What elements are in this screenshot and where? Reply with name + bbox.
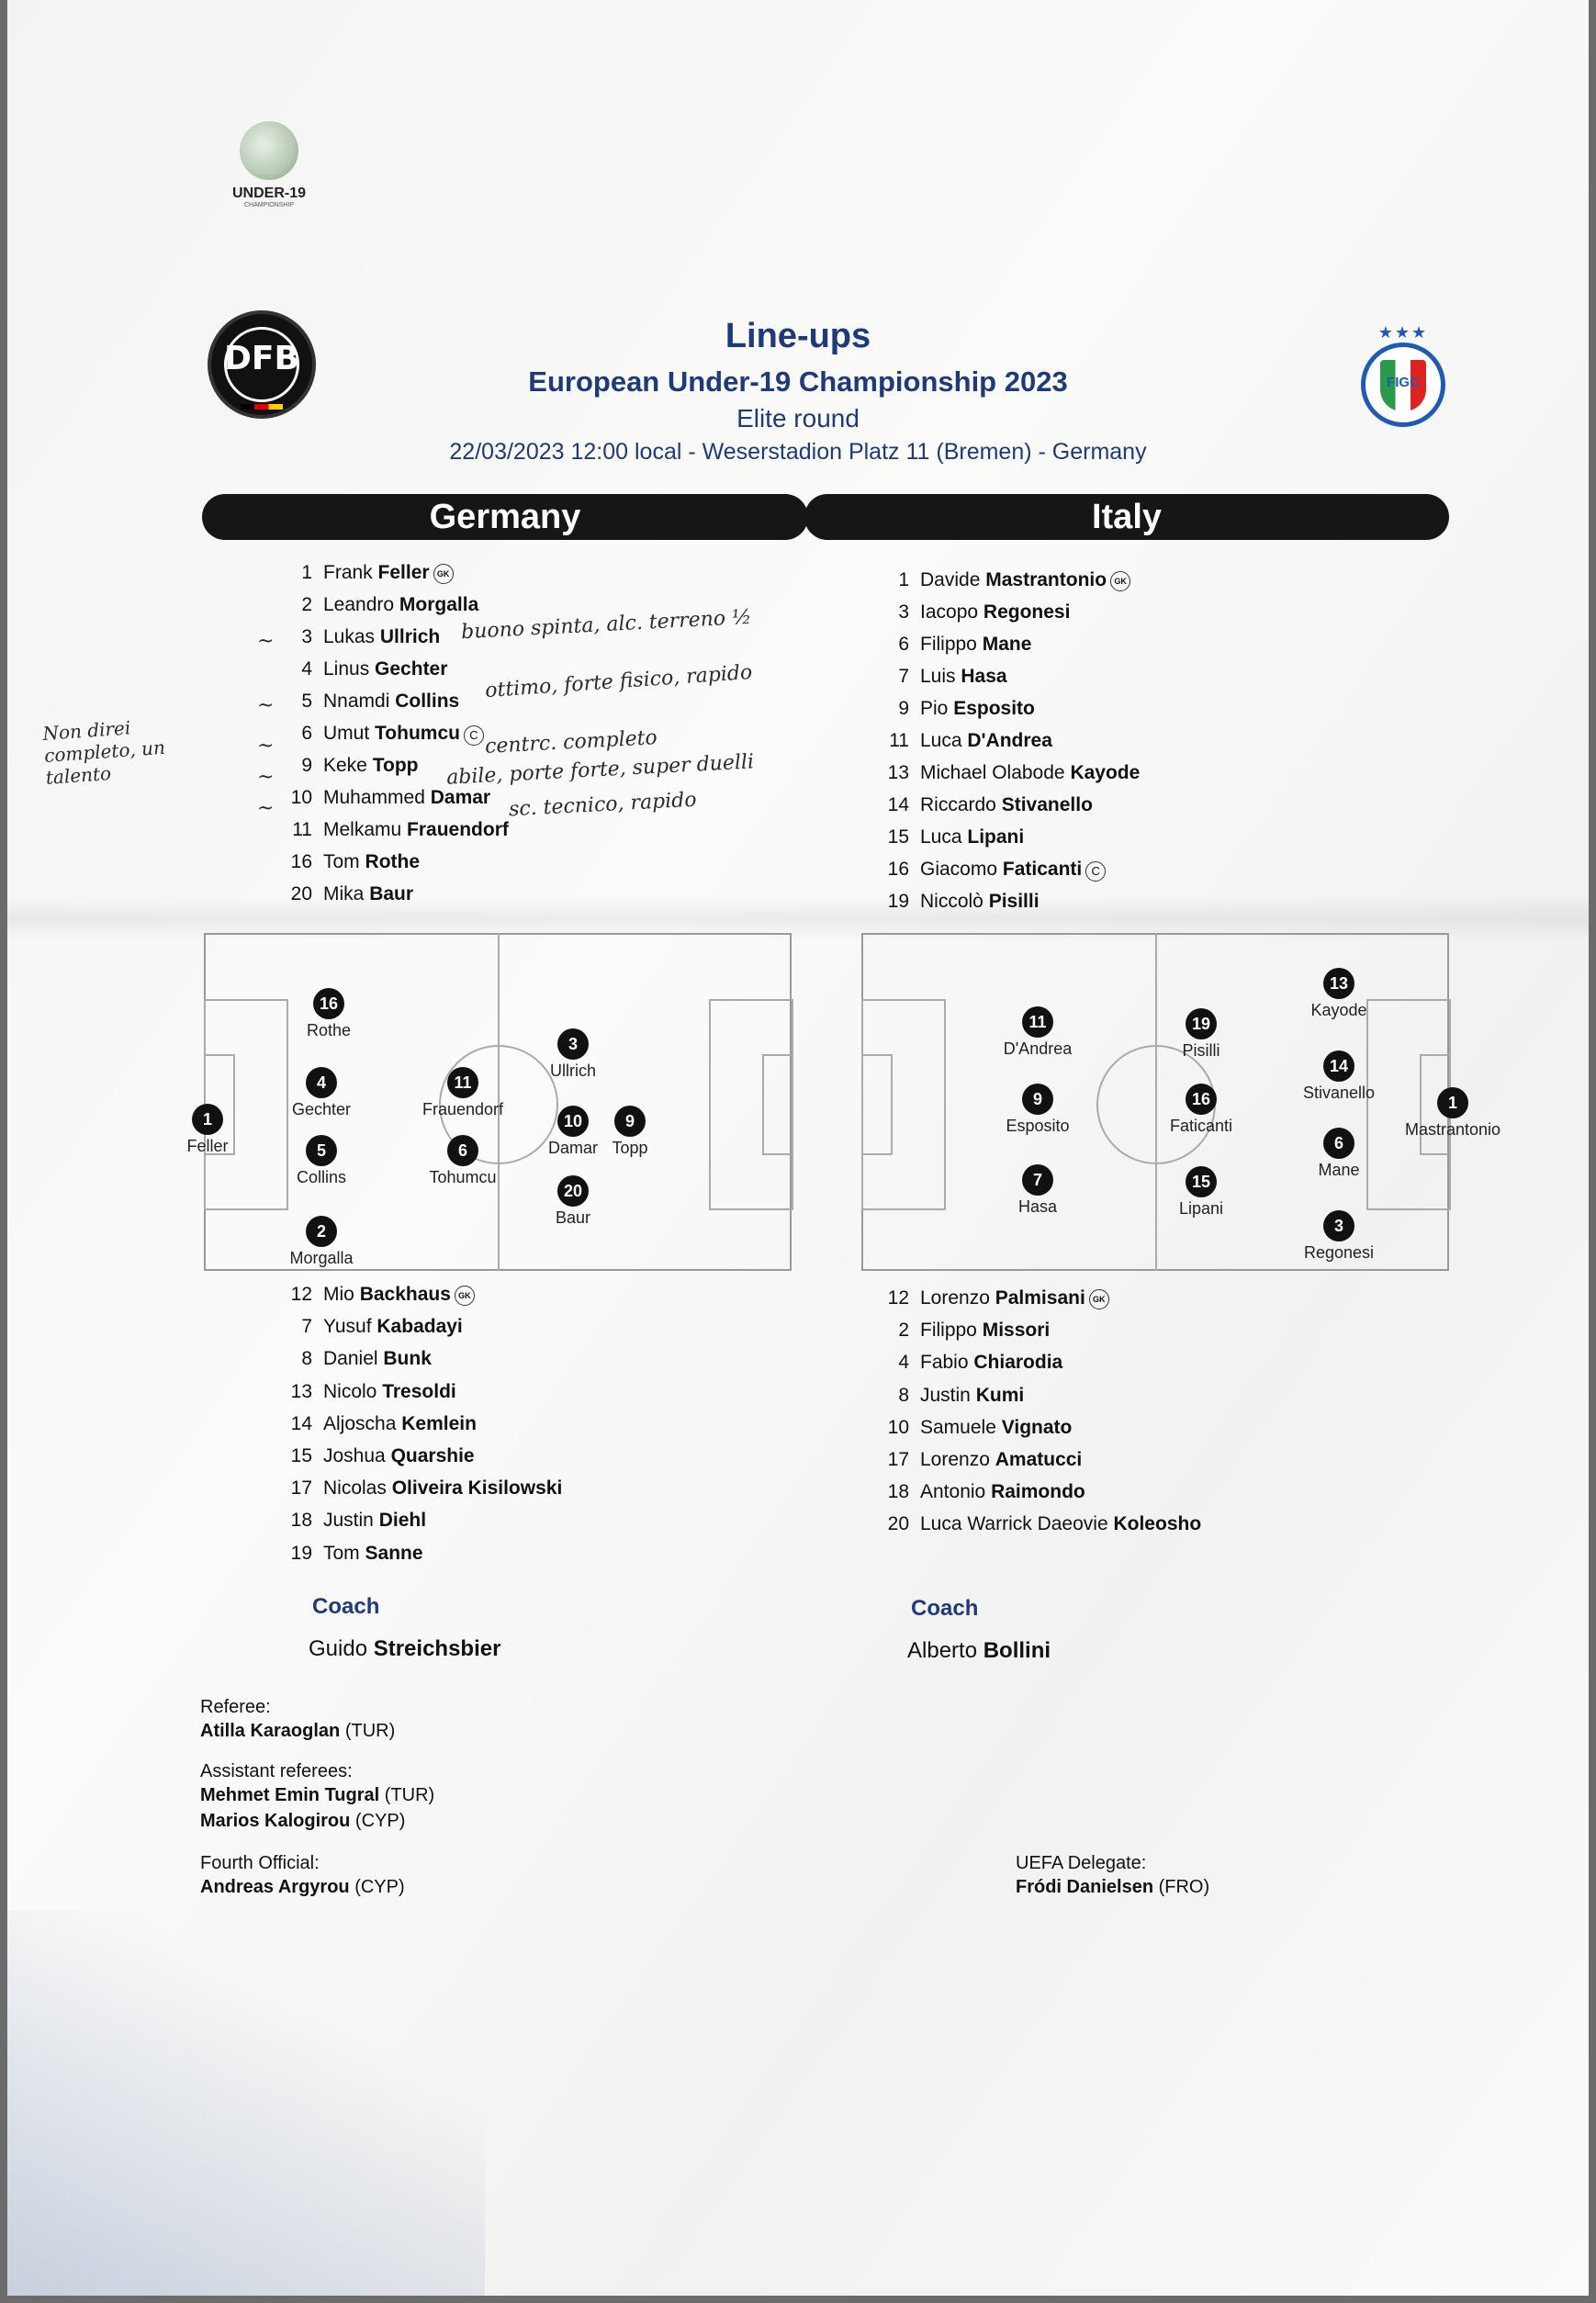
player-number-dot: 9: [1022, 1084, 1053, 1115]
player-number-dot: 10: [557, 1106, 589, 1137]
shirt-number: 1: [898, 569, 909, 590]
pitch-player-name: Pisilli: [1182, 1041, 1220, 1060]
player-last-name: Palmisani: [995, 1287, 1085, 1309]
pitch-player-name: Esposito: [1006, 1117, 1070, 1135]
pitch-player: [1137, 1166, 1265, 1219]
shirt-number: 17: [887, 1449, 909, 1470]
shirt-number: 14: [887, 794, 909, 815]
player-last-name: Kayode: [1070, 762, 1141, 783]
player-last-name: Morgalla: [399, 594, 479, 615]
player-first-name: Luca Warrick Daeovie: [920, 1513, 1108, 1535]
shirt-number: 11: [889, 730, 909, 751]
player-name: [920, 1385, 1024, 1407]
lineup-sheet: [7, 0, 1589, 2296]
pitch-player: [264, 988, 393, 1040]
player-name: [323, 755, 418, 777]
pitch-player-name: Damar: [547, 1139, 598, 1157]
player-last-name: Kumi: [975, 1384, 1025, 1406]
player-first-name: Tom: [323, 1542, 360, 1564]
shirt-number: 7: [301, 1316, 312, 1338]
player-first-name: Lorenzo: [920, 1449, 990, 1470]
fourth-official-name: [200, 1877, 405, 1898]
player-first-name: Muhammed: [323, 787, 425, 808]
shirt-number: 18: [887, 1481, 909, 1503]
player-number-dot: 6: [447, 1135, 478, 1166]
player-last-name: Hasa: [961, 666, 1007, 687]
shirt-number: 20: [290, 883, 312, 904]
uefa-u19-logo: [214, 121, 324, 208]
player-number-dot: 19: [1186, 1008, 1217, 1039]
italy-coach-name: [907, 1638, 1051, 1664]
player-last-name: Frauendorf: [407, 819, 509, 840]
player-name: [920, 698, 1035, 720]
player-first-name: Frank: [323, 562, 373, 583]
logo-text: UNDER-19: [231, 185, 306, 201]
player-first-name: Justin: [920, 1384, 971, 1406]
player-first-name: Riccardo: [920, 794, 996, 815]
player-last-name: Rothe: [365, 851, 421, 872]
player-last-name: Bunk: [383, 1348, 432, 1370]
player-last-name: Baur: [369, 883, 414, 904]
competition-title: European Under-19 Championship 2023: [528, 365, 1068, 398]
player-last-name: Amatucci: [995, 1449, 1083, 1470]
player-name: [323, 1316, 463, 1338]
player-first-name: Justin: [323, 1510, 374, 1532]
captain-badge: C: [1085, 861, 1106, 882]
player-last-name: Tresoldi: [382, 1380, 456, 1402]
player-name: [920, 666, 1007, 688]
pitch-player: [973, 1006, 1102, 1059]
player-number-dot: 7: [1022, 1164, 1053, 1196]
shirt-number: 3: [898, 601, 909, 623]
player-first-name: Filippo: [920, 1320, 977, 1342]
official-name: Marios Kalogirou: [200, 1811, 351, 1831]
pitch-player-name: Collins: [296, 1168, 347, 1186]
player-name: [920, 1481, 1085, 1503]
player-name: [920, 730, 1052, 752]
player-name: [323, 883, 413, 905]
player-first-name: Keke: [323, 755, 367, 776]
pitch-player: [1275, 968, 1403, 1020]
assistant-referee-1: [200, 1785, 434, 1806]
official-country: (CYP): [354, 1811, 406, 1831]
shirt-number: 15: [290, 1445, 312, 1466]
player-first-name: Nicolas: [323, 1477, 387, 1500]
player-last-name: Diehl: [378, 1510, 427, 1532]
player-name: [323, 851, 420, 873]
player-number-dot: 2: [306, 1216, 337, 1247]
player-last-name: Oliveira Kisilowski: [391, 1477, 563, 1500]
italy-coach-label: Coach: [911, 1596, 979, 1621]
player-name: [323, 594, 478, 616]
player-number-dot: 13: [1323, 968, 1354, 999]
player-number-dot: 11: [1022, 1006, 1053, 1038]
player-last-name: Kemlein: [401, 1412, 477, 1434]
player-first-name: Joshua: [323, 1445, 386, 1466]
player-last-name: Missori: [982, 1320, 1051, 1342]
player-name: [323, 787, 490, 809]
shirt-number: 12: [887, 1287, 909, 1309]
shadow: [7, 1910, 485, 2296]
player-name: [323, 562, 454, 584]
player-last-name: Lipani: [967, 826, 1025, 848]
player-first-name: Antonio: [920, 1481, 986, 1503]
page-title: Line-ups: [725, 317, 871, 355]
pitch-player-name: Mane: [1318, 1161, 1360, 1179]
player-name: [920, 569, 1130, 591]
referee-name: [200, 1721, 395, 1742]
player-first-name: Yusuf: [323, 1316, 372, 1338]
player-last-name: Collins: [395, 691, 460, 712]
player-name: [920, 891, 1040, 913]
player-name: [920, 762, 1140, 784]
handwritten-note-topp: abile, porte forte, super duelli: [445, 750, 755, 790]
player-last-name: Damar: [430, 787, 491, 808]
player-first-name: Linus: [323, 658, 370, 680]
shirt-number: 11: [292, 819, 312, 840]
official-name: Andreas Argyrou: [200, 1877, 350, 1897]
pitch-player: [509, 1028, 637, 1081]
player-last-name: Chiarodia: [973, 1352, 1063, 1374]
pitch-player: [973, 1084, 1102, 1136]
shirt-number: 19: [887, 891, 909, 912]
pitch-player-name: Topp: [612, 1139, 648, 1157]
player-name: [323, 1413, 477, 1435]
pitch-player-name: Morgalla: [289, 1249, 354, 1267]
uefa-delegate-name: [1016, 1877, 1209, 1898]
player-first-name: Luca: [920, 826, 962, 848]
player-last-name: D'Andrea: [967, 730, 1052, 751]
player-first-name: Lukas: [323, 626, 376, 647]
pitch-player: [143, 1104, 272, 1156]
logo-subtext: CHAMPIONSHIP: [243, 202, 295, 208]
player-last-name: Topp: [372, 755, 419, 776]
player-first-name: Fabio: [920, 1352, 969, 1374]
pitch-player: [1275, 1128, 1403, 1180]
player-first-name: Michael Olabode: [920, 762, 1065, 783]
dash-mark: ~: [257, 797, 275, 820]
pitch-player-name: Lipani: [1178, 1199, 1224, 1218]
player-last-name: Mane: [982, 634, 1032, 655]
pitch-player: [509, 1175, 637, 1228]
player-first-name: Samuele: [920, 1416, 996, 1438]
player-name: [323, 1543, 423, 1565]
player-name: [323, 658, 447, 680]
player-first-name: Pio: [920, 698, 949, 719]
dash-mark: ~: [257, 735, 275, 758]
player-first-name: Lorenzo: [920, 1287, 990, 1309]
player-name: [920, 1513, 1201, 1535]
shirt-number: 17: [290, 1477, 312, 1500]
shirt-number: 20: [887, 1513, 909, 1535]
coach-last-name: Streichsbier: [373, 1636, 501, 1661]
shirt-number: 4: [301, 658, 312, 680]
germany-banner: Germany: [202, 494, 808, 540]
shirt-number: 2: [898, 1320, 909, 1342]
trophy-ball-icon: [240, 121, 298, 180]
player-name: [323, 1284, 475, 1306]
shirt-number: 15: [887, 826, 909, 848]
fourth-official-label: Fourth Official:: [200, 1853, 320, 1873]
pitch-player: [1275, 1210, 1403, 1263]
round-label: Elite round: [736, 404, 860, 433]
player-number-dot: 3: [1323, 1210, 1354, 1241]
player-first-name: Luca: [920, 730, 962, 751]
shirt-number: 14: [290, 1412, 312, 1434]
player-last-name: Vignato: [1001, 1416, 1073, 1438]
player-name: [323, 723, 484, 746]
player-last-name: Mastrantonio: [985, 569, 1107, 590]
goalkeeper-badge: GK: [433, 564, 454, 584]
player-first-name: Leandro: [323, 594, 395, 615]
pitch-player-name: Stivanello: [1302, 1084, 1376, 1102]
pitch-player-name: Baur: [555, 1208, 591, 1227]
dfb-mark: DFB: [224, 340, 299, 377]
player-first-name: Luis: [920, 666, 956, 687]
player-last-name: Esposito: [953, 698, 1035, 719]
pitch-player-name: Kayode: [1310, 1001, 1367, 1019]
pitch-player-name: Tohumcu: [429, 1168, 497, 1186]
coach-first-name: Alberto: [907, 1638, 978, 1663]
player-last-name: Stivanello: [1001, 794, 1093, 815]
player-name: [920, 794, 1093, 816]
figc-text: FIGC: [1387, 375, 1420, 390]
pitch-player-name: Frauendorf: [421, 1100, 504, 1118]
player-last-name: Feller: [377, 562, 430, 583]
player-name: [920, 1352, 1062, 1374]
player-first-name: Filippo: [920, 634, 977, 655]
pitch-player-name: Feller: [186, 1137, 229, 1155]
shirt-number: 18: [290, 1510, 312, 1532]
coach-first-name: Guido: [309, 1636, 368, 1661]
goal-box-left: [861, 1054, 893, 1155]
player-number-dot: 20: [557, 1175, 589, 1207]
dash-mark: ~: [257, 694, 275, 717]
shirt-number: 9: [898, 698, 909, 719]
shirt-number: 4: [898, 1352, 909, 1374]
player-last-name: Pisilli: [988, 891, 1040, 912]
pitch-player-name: Ullrich: [549, 1062, 596, 1080]
pitch-player: [566, 1106, 694, 1158]
player-number-dot: 6: [1323, 1128, 1354, 1159]
player-number-dot: 11: [447, 1067, 478, 1098]
official-country: (TUR): [384, 1785, 435, 1805]
player-name: [920, 826, 1024, 848]
shirt-number: 6: [898, 634, 909, 655]
player-name: [323, 1381, 456, 1403]
shirt-number: 8: [301, 1348, 312, 1370]
pitch-player: [257, 1216, 386, 1268]
player-first-name: Mika: [323, 883, 365, 904]
shirt-number: 16: [887, 859, 909, 880]
goalkeeper-badge: GK: [1089, 1289, 1109, 1309]
player-first-name: Davide: [920, 569, 981, 590]
germany-coach-name: [309, 1636, 500, 1662]
italy-banner: Italy: [804, 494, 1449, 540]
player-number-dot: 14: [1323, 1050, 1354, 1082]
player-first-name: Tom: [323, 851, 360, 872]
pitch-player-name: Gechter: [291, 1100, 352, 1118]
handwritten-note-collins: ottimo, forte fisico, rapido: [484, 660, 753, 703]
player-name: [323, 1477, 562, 1500]
shirt-number: 7: [898, 666, 909, 687]
player-number-dot: 1: [192, 1104, 223, 1135]
player-number-dot: 16: [1186, 1084, 1217, 1115]
player-first-name: Mio: [323, 1284, 354, 1305]
player-number-dot: 9: [614, 1106, 646, 1137]
pitch-player-name: Regonesi: [1303, 1243, 1375, 1262]
player-name: [920, 1320, 1050, 1342]
dash-mark: ~: [257, 766, 275, 789]
pitch-player-name: Hasa: [1017, 1197, 1058, 1216]
pitch-player: [973, 1164, 1102, 1217]
goalkeeper-badge: GK: [455, 1286, 475, 1306]
shirt-number: 8: [898, 1384, 909, 1406]
player-last-name: Tohumcu: [375, 723, 460, 744]
official-name: Mehmet Emin Tugral: [200, 1785, 380, 1805]
player-last-name: Koleosho: [1113, 1513, 1202, 1535]
assistants-label: Assistant referees:: [200, 1761, 353, 1781]
player-number-dot: 5: [306, 1135, 337, 1166]
player-name: [920, 601, 1070, 623]
shirt-number: 10: [887, 1416, 909, 1438]
shirt-number: 10: [290, 787, 312, 808]
assistant-referee-2: [200, 1811, 405, 1832]
shirt-number: 3: [301, 626, 312, 647]
pitch-player-name: Mastrantonio: [1404, 1120, 1501, 1139]
pitch-player: [399, 1135, 527, 1187]
player-first-name: Iacopo: [920, 601, 979, 623]
handwritten-margin-note: Non direi completo, un talento: [41, 716, 166, 789]
handwritten-note-damar: sc. tecnico, rapido: [508, 788, 698, 822]
player-name: [920, 1287, 1109, 1309]
shirt-number: 5: [301, 691, 312, 712]
goal-box-right: [762, 1054, 793, 1155]
shirt-number: 9: [301, 755, 312, 776]
shirt-number: 16: [290, 851, 312, 872]
player-number-dot: 1: [1437, 1087, 1468, 1118]
player-number-dot: 15: [1186, 1166, 1217, 1197]
player-number-dot: 3: [557, 1028, 589, 1060]
goalkeeper-badge: GK: [1110, 571, 1130, 591]
player-name: [920, 1449, 1082, 1471]
player-last-name: Faticanti: [1002, 859, 1083, 880]
official-country: (FRO): [1158, 1877, 1210, 1897]
pitch-player: [257, 1135, 386, 1187]
official-country: (CYP): [354, 1877, 405, 1897]
player-first-name: Aljoscha: [323, 1412, 397, 1434]
player-name: [920, 859, 1106, 882]
uefa-delegate-label: UEFA Delegate:: [1016, 1853, 1147, 1873]
player-name: [920, 634, 1031, 656]
dash-mark: ~: [257, 630, 275, 653]
player-last-name: Quarshie: [390, 1445, 475, 1466]
handwritten-note-ullrich: buono spinta, alc. terreno ½: [460, 605, 752, 645]
player-last-name: Gechter: [375, 658, 448, 680]
shirt-number: 1: [301, 562, 312, 583]
player-first-name: Nnamdi: [323, 691, 390, 712]
player-name: [323, 819, 509, 841]
pitch-player: [1388, 1087, 1517, 1140]
match-info: 22/03/2023 12:00 local - Weserstadion Platz 11 (Bremen) - Germany: [449, 439, 1147, 465]
player-number-dot: 4: [306, 1067, 337, 1098]
player-name: [323, 1348, 432, 1370]
official-name: Fródi Danielsen: [1016, 1877, 1154, 1897]
player-last-name: Raimondo: [991, 1481, 1085, 1503]
official-country: (TUR): [344, 1721, 396, 1741]
shirt-number: 2: [301, 594, 312, 615]
player-first-name: Nicolo: [323, 1380, 377, 1402]
player-last-name: Backhaus: [359, 1284, 451, 1305]
player-name: [920, 1417, 1072, 1439]
player-first-name: Daniel: [323, 1348, 378, 1370]
player-name: [323, 1445, 475, 1467]
official-name: Atilla Karaoglan: [200, 1721, 341, 1741]
pitch-player: [1137, 1008, 1265, 1061]
pitch-player: [1137, 1084, 1265, 1136]
player-number-dot: 16: [313, 988, 344, 1019]
player-first-name: Niccolò: [920, 891, 983, 912]
player-name: [323, 691, 459, 713]
shirt-number: 6: [301, 723, 312, 744]
stars-icon: ★★★: [1377, 323, 1429, 342]
germany-coach-label: Coach: [312, 1594, 380, 1619]
pitch-player: [257, 1067, 386, 1119]
player-name: [323, 626, 440, 648]
coach-last-name: Bollini: [983, 1638, 1051, 1663]
pitch-player-name: Rothe: [306, 1021, 352, 1039]
pitch-player-name: D'Andrea: [1003, 1039, 1073, 1058]
shirt-number: 19: [290, 1542, 312, 1564]
player-last-name: Ullrich: [379, 626, 441, 647]
shirt-number: 13: [887, 762, 909, 783]
player-last-name: Regonesi: [983, 601, 1071, 623]
player-last-name: Kabadayi: [377, 1316, 463, 1338]
player-first-name: Umut: [323, 723, 370, 744]
pitch-player: [1275, 1050, 1403, 1103]
captain-badge: C: [464, 725, 484, 746]
referee-label: Referee:: [200, 1697, 271, 1717]
shirt-number: 12: [290, 1284, 312, 1305]
player-first-name: Giacomo: [920, 859, 998, 880]
player-name: [323, 1510, 426, 1532]
player-first-name: Melkamu: [323, 819, 402, 840]
handwritten-note-tohumcu: centrc. completo: [484, 726, 658, 758]
shirt-number: 13: [290, 1380, 312, 1402]
player-last-name: Sanne: [365, 1542, 423, 1564]
pitch-player: [399, 1067, 527, 1119]
pitch-player-name: Faticanti: [1169, 1117, 1233, 1135]
